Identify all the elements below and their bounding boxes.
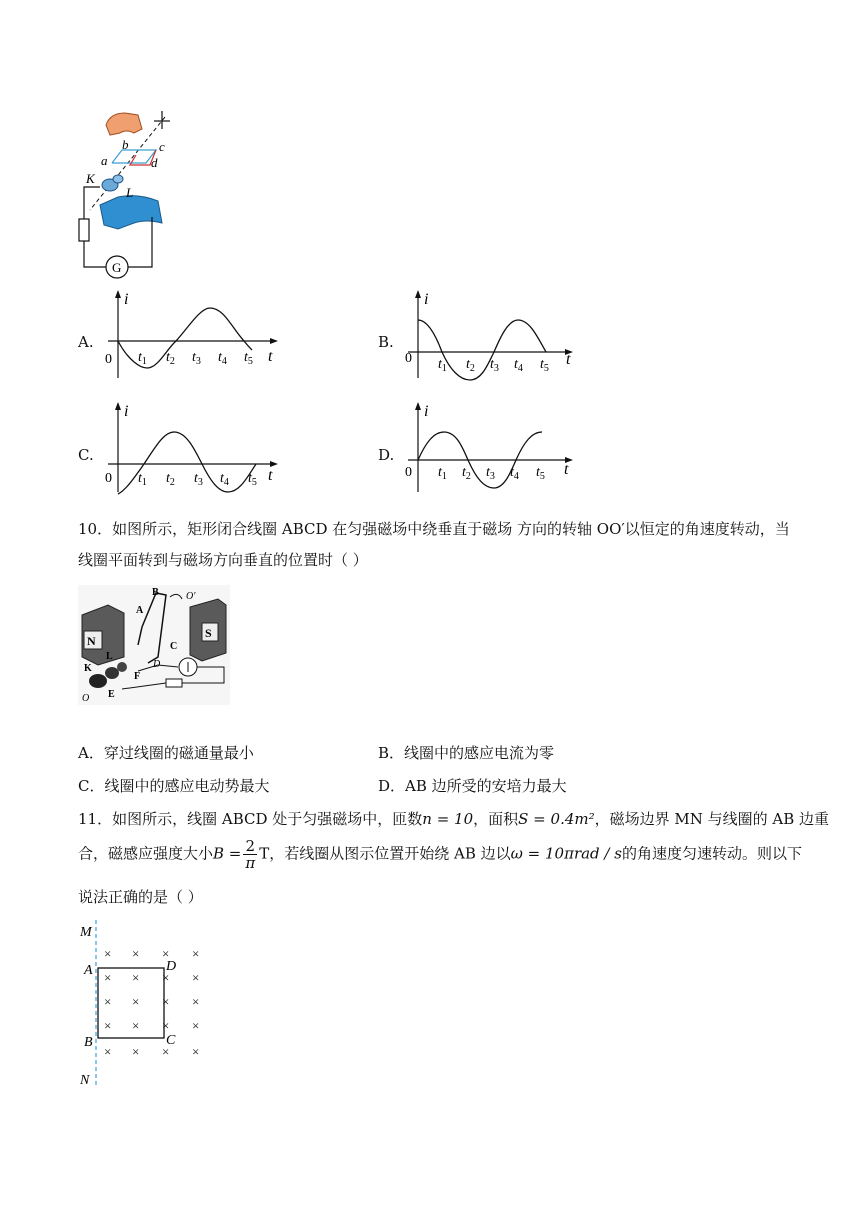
svg-text:D: D <box>153 659 161 670</box>
svg-text:t: t <box>566 351 571 368</box>
svg-text:t1: $t_1$ <box>438 357 447 374</box>
svg-text:t5: $t_5$ <box>244 350 253 367</box>
svg-text:t4: $t_4$ <box>510 465 519 482</box>
q10-option-a[interactable]: A．穿过线圈的磁通量最小 <box>78 744 254 762</box>
svg-text:t4: $t_4$ <box>218 350 227 367</box>
svg-text:t1: $t_1$ <box>438 465 447 482</box>
svg-text:S: S <box>205 626 212 640</box>
svg-text:E: E <box>108 689 115 700</box>
svg-text:t2: $t_2$ <box>166 471 175 488</box>
graph-option-b[interactable] <box>400 288 590 383</box>
q11-fraction: $\frac{2}{\pi}$ <box>245 837 256 872</box>
svg-text:×: × <box>132 946 140 961</box>
svg-text:L: L <box>106 651 113 662</box>
svg-text:i: i <box>424 403 429 420</box>
galvanometer-label: G <box>112 260 122 275</box>
svg-text:t5: $t_5$ <box>540 357 549 374</box>
magnetic-field-crosses <box>104 946 199 1059</box>
svg-text:b: b <box>122 137 129 152</box>
svg-text:O′: O′ <box>186 591 196 602</box>
svg-text:×: × <box>132 1044 140 1059</box>
q10-stem-line2: 线圈平面转到与磁场方向垂直的位置时（ ） <box>78 551 368 569</box>
svg-text:t3: $t_3$ <box>194 471 203 488</box>
svg-text:K: K <box>86 171 95 186</box>
svg-text:×: × <box>104 1018 112 1033</box>
option-d-label[interactable]: D. <box>378 446 395 464</box>
svg-text:F: F <box>134 671 141 682</box>
svg-text:×: × <box>104 970 112 985</box>
svg-text:×: × <box>132 994 140 1009</box>
svg-text:×: × <box>162 946 170 961</box>
q11-coil-figure <box>76 918 216 1090</box>
svg-text:t3: $t_3$ <box>490 357 499 374</box>
svg-text:t3: $t_3$ <box>192 350 201 367</box>
q10-option-c[interactable]: C．线圈中的感应电动势最大 <box>78 777 270 795</box>
q10-stem-line1: 10．如图所示，矩形闭合线圈 ABCD 在匀强磁场中绕垂直于磁场 方向的转轴 OO′以恒定的角速度转动，当 <box>78 520 790 538</box>
svg-text:t2: $t_2$ <box>462 465 471 482</box>
svg-text:B: B <box>152 587 159 598</box>
svg-text:c: c <box>159 139 165 154</box>
svg-text:0: 0 <box>105 471 112 486</box>
svg-text:×: × <box>192 970 200 985</box>
q10-option-d[interactable]: D．AB 边所受的安培力最大 <box>378 777 567 795</box>
svg-text:×: × <box>162 1018 170 1033</box>
svg-text:0: 0 <box>105 352 112 367</box>
svg-text:t4: $t_4$ <box>514 357 523 374</box>
svg-text:×: × <box>132 970 140 985</box>
graph-option-c[interactable] <box>100 400 290 496</box>
svg-text:B: B <box>84 1035 93 1050</box>
svg-text:×: × <box>162 1044 170 1059</box>
svg-text:×: × <box>192 1018 200 1033</box>
svg-text:t: t <box>268 467 273 484</box>
svg-text:M: M <box>80 925 92 940</box>
svg-text:C: C <box>170 641 178 652</box>
svg-text:×: × <box>192 1044 200 1059</box>
q10-generator-figure <box>78 585 230 705</box>
svg-text:×: × <box>104 1044 112 1059</box>
q11-stem-line3: 说法正确的是（ ） <box>78 888 203 906</box>
svg-text:O: O <box>82 693 90 704</box>
svg-text:i: i <box>424 291 429 308</box>
svg-text:a: a <box>101 153 108 168</box>
svg-text:d: d <box>151 155 158 170</box>
svg-text:i: i <box>124 403 129 420</box>
svg-text:0: 0 <box>405 351 412 366</box>
q11-stem-line2: 合，磁感应强度大小B = $\frac{2}{\pi}$ T，若线圈从图示位置开始绕 AB 边以ω = 10πrad / s的角速度匀速转动。则以下 <box>78 837 802 872</box>
svg-text:×: × <box>192 994 200 1009</box>
svg-text:t1: $t_1$ <box>138 471 147 488</box>
graph-option-a[interactable] <box>100 288 290 383</box>
svg-text:t5: $t_5$ <box>536 465 545 482</box>
svg-text:K: K <box>84 663 92 674</box>
graph-option-d[interactable] <box>400 400 590 496</box>
svg-text:×: × <box>104 994 112 1009</box>
option-a-label[interactable]: A. <box>78 333 94 351</box>
svg-text:t2: $t_2$ <box>466 357 475 374</box>
svg-text:t2: $t_2$ <box>166 350 175 367</box>
svg-text:D: D <box>166 959 177 974</box>
generator-figure <box>70 105 190 280</box>
svg-text:×: × <box>162 994 170 1009</box>
svg-text:L: L <box>126 185 134 200</box>
svg-text:N: N <box>80 1073 90 1088</box>
svg-text:t3: $t_3$ <box>486 465 495 482</box>
svg-text:×: × <box>104 946 112 961</box>
svg-text:A: A <box>84 963 93 978</box>
svg-text:C: C <box>166 1033 176 1048</box>
svg-text:0: 0 <box>405 465 412 480</box>
svg-text:A: A <box>136 605 144 616</box>
option-c-label[interactable]: C. <box>78 446 94 464</box>
option-b-label[interactable]: B. <box>378 333 394 351</box>
svg-text:t: t <box>268 348 273 365</box>
svg-text:t4: $t_4$ <box>220 471 229 488</box>
svg-text:×: × <box>192 946 200 961</box>
svg-text:t: t <box>564 461 569 478</box>
q10-option-b[interactable]: B．线圈中的感应电流为零 <box>378 744 555 762</box>
svg-text:i: i <box>124 291 129 308</box>
svg-text:×: × <box>162 970 170 985</box>
q11-stem-line1: 11．如图所示，线圈 ABCD 处于匀强磁场中，匝数n = 10，面积S = 0.4m²，磁场边界 MN 与线圈的 AB 边重 <box>78 810 830 828</box>
svg-text:t5: $t_5$ <box>248 471 257 488</box>
svg-text:N: N <box>87 634 96 648</box>
svg-text:×: × <box>132 1018 140 1033</box>
svg-text:t1: $t_1$ <box>138 350 147 367</box>
